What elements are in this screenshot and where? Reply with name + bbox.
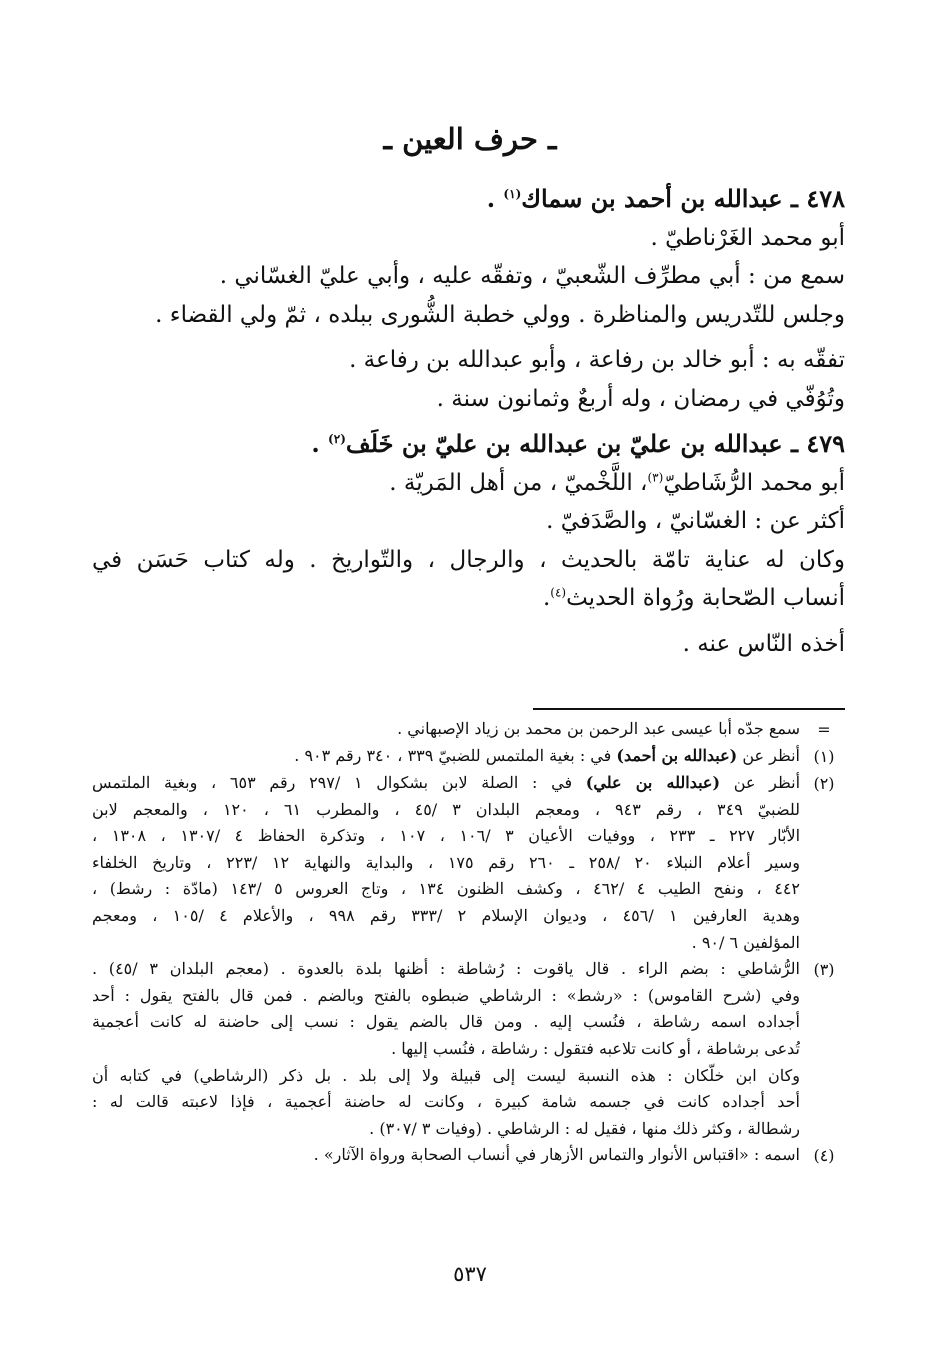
- text-line: أبو محمد الرُّشَاطيّ$^{(٣)}$، اللَّخْميّ ، من أهل المَريّة .: [389, 469, 845, 496]
- text-line: تفقّه به : أبو خالد بن رفاعة ، وأبو عبدالله بن رفاعة .: [349, 347, 845, 373]
- footnote-number: (١): [813, 747, 835, 766]
- footnote-line: للضبيّ ٣٤٩ ، رقم ٩٤٣ ، ومعجم البلدان ٣ /٤٥ ، والمطرب ٦١ ، ١٢٠ ، والمعجم لابن: [92, 799, 800, 819]
- footnote-line: وسير أعلام النبلاء ٢٠ /٢٥٨ ـ ٢٦٠ رقم ١٧٥ ، والبداية والنهاية ١٢ /٢٢٣ ، وتاريخ الخلفاء: [92, 852, 800, 872]
- footnote-line: الرُّشاطي : بضم الراء . قال ياقوت : رُشاطة : أظنها بلدة بالعدوة . (معجم البلدان ٣ /٤٥) .: [92, 959, 800, 979]
- footnote-4: [92, 1142, 848, 1169]
- footnote-line: ٤٤٢ ، ونفح الطيب ٤ /٤٦٢ ، وكشف الظنون ١٣٤ ، وتاج العروس ٥ /١٤٣ (مادّة : رشط) ،: [92, 879, 800, 899]
- footnote-3: [92, 956, 848, 1142]
- footnote-line: وهدية العارفين ١ /٤٥٦ ، وديوان الإسلام ٢ /٣٣٣ رقم ٩٩٨ ، والأعلام ٤ /١٠٥ ، ومعجم: [92, 905, 800, 925]
- footnote-ref[interactable]: (١): [503, 187, 522, 201]
- text-line: وكان له عناية تامّة بالحديث ، والرجال ، والتّواريخ . وله كتاب حَسَن في: [92, 546, 845, 573]
- footnote-ref[interactable]: (٣): [647, 469, 664, 484]
- footnote-2: [92, 770, 848, 956]
- text-line: أكثر عن : الغسّانيّ ، والصَّدَفيّ .: [546, 508, 845, 534]
- footnote-ref[interactable]: (٤): [550, 585, 567, 600]
- footnote-continuation: [92, 716, 848, 743]
- footnote-line: اسمه : «اقتباس الأنوار والتماس الأزهار في أنساب الصحابة ورواة الآثار» .: [313, 1145, 800, 1165]
- main-text: [92, 180, 845, 663]
- text-line: سمع من : أبي مطرِّف الشّعبيّ ، وتفقّه عليه ، وأبي عليّ الغسّاني .: [219, 263, 845, 289]
- footnote-1: [92, 743, 848, 770]
- footnote-line: الأبّار ٢٢٧ ـ ٢٣٣ ، ووفيات الأعيان ٣ /١٠٦ ، ١٠٧ ، وتذكرة الحفاظ ٤ /١٣٠٧ ، ١٣٠٨ ،: [92, 826, 800, 846]
- footnote-line: رشطالة ، وكثر ذلك منها ، فقيل له : الرشاطي . (وفيات ٣ /٣٠٧) .: [369, 1118, 800, 1138]
- text-line: وجلس للتّدريس والمناظرة . وولي خطبة الشُّورى ببلده ، ثمّ ولي القضاء .: [155, 301, 845, 328]
- footnote-line: سمع جدّه أبا عيسى عبد الرحمن بن محمد بن زياد الإصبهاني .: [397, 719, 800, 738]
- footnote-line: تُدعى برشاطة ، أو كانت تلاعبه فتقول : رشاطة ، فنُسب إليها .: [391, 1038, 800, 1058]
- footnote-line: أجداده اسمه رشاطة ، فنُسب إليه . ومن قال بالضم يقول : نسب إلى حاضنة له كانت أعجمية: [92, 1012, 800, 1032]
- footnote-line: أنظر عن (عبدالله بن أحمد) في : بغية الملتمس للضبيّ ٣٣٩ ، ٣٤٠ رقم ٩٠٣ .: [294, 746, 800, 765]
- entry-title-478: ٤٧٨ ـ عبدالله بن أحمد بن سماك$^{(١)}$ .: [486, 184, 845, 213]
- footnote-line: المؤلفين ٦ /٩٠ .: [691, 932, 800, 952]
- text-line: وتُوُفّي في رمضان ، وله أربعٌ وثمانون سنة .: [436, 385, 845, 412]
- footnote-number: (٣): [813, 960, 835, 980]
- chapter-heading: ـ حرف العين ـ: [383, 122, 557, 156]
- footnote-number: (٢): [813, 774, 835, 793]
- footnotes: [92, 716, 848, 1169]
- footnote-line: أنظر عن (عبدالله بن علي) في : الصلة لابن بشكوال ١ /٢٩٧ رقم ٦٥٣ ، وبغية الملتمس: [92, 773, 800, 792]
- footnote-number: (٤): [813, 1146, 835, 1166]
- footnote-separator: [533, 708, 845, 710]
- text-line: أبو محمد الغَرْناطيّ .: [650, 224, 845, 251]
- text-line: أخذه النّاس عنه .: [682, 630, 845, 657]
- footnote-line: وفي (شرح القاموس) : «رشط» : الرشاطي ضبطوه بالفتح وبالضم . فمن قال بالفتح يقول : أحد: [92, 985, 800, 1005]
- text-line: أنساب الصّحابة ورُواة الحديث$^{(٤)}$.: [542, 585, 845, 611]
- page-number: ٥٣٧: [453, 1262, 487, 1286]
- footnote-line: وكان ابن خلّكان : هذه النسبة ليست إلى قبيلة ولا إلى بلد . بل ذكر (الرشاطي) في كتابه أن: [92, 1065, 800, 1085]
- entry-title-479: ٤٧٩ ـ عبدالله بن عليّ بن عبدالله بن عليّ بن خَلَف$^{(٢)}$ .: [311, 429, 845, 458]
- footnote-line: أحد أجداده كانت في جسمه شامة كبيرة ، وكانت له حاضنة أعجمية ، فإذا لاعبته قالت له :: [92, 1092, 800, 1112]
- footnote-ref[interactable]: (٢): [328, 432, 346, 446]
- footnote-marker: =: [817, 720, 831, 739]
